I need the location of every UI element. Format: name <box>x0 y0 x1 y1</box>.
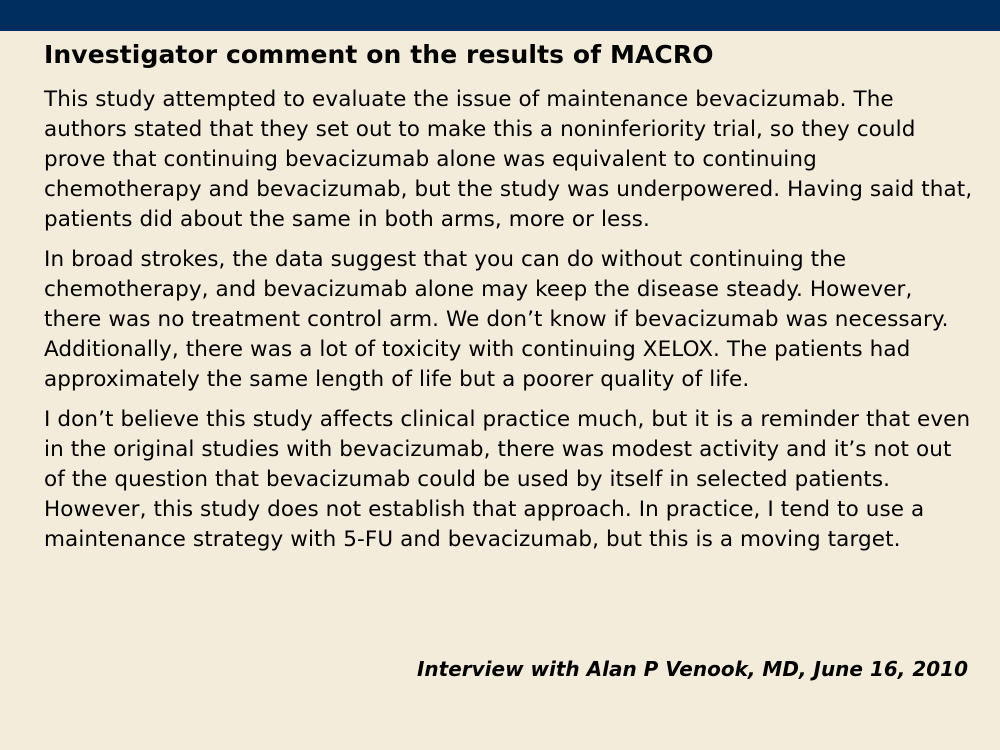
paragraph-2: In broad strokes, the data suggest that you can do without continuing the chemotherapy, and bevacizumab alone may keep the disease steady. However, there was no treatment control arm. We don’t know if bevacizumab was necessary. Additionally, there was a lot of toxicity with continuing XELOX. The patients had approximately the same length of life but a poorer quality of life. <box>44 247 949 392</box>
paragraph-3: I don’t believe this study affects clinical practice much, but it is a reminder that even in the original studies with bevacizumab, there was modest activity and it’s not out of the question that bevacizumab could be used by itself in selected patients. However, this study does not establish that approach. In practice, I tend to use a maintenance strategy with 5-FU and bevacizumab, but this is a moving target. <box>44 407 971 552</box>
paragraph-1: This study attempted to evaluate the issue of maintenance bevacizumab. The authors stated that they set out to make this a noninferiority trial, so they could prove that continuing bevacizumab alone was equivalent to continuing chemotherapy and bevacizumab, but the study was underpowered. Having said that, patients did about the same in both arms, more or less. <box>44 87 973 232</box>
slide-title: Investigator comment on the results of MACRO <box>44 40 714 69</box>
attribution: Interview with Alan P Venook, MD, June 16, 2010 <box>416 657 968 681</box>
header-bar <box>0 0 1000 31</box>
slide-content <box>44 38 974 565</box>
